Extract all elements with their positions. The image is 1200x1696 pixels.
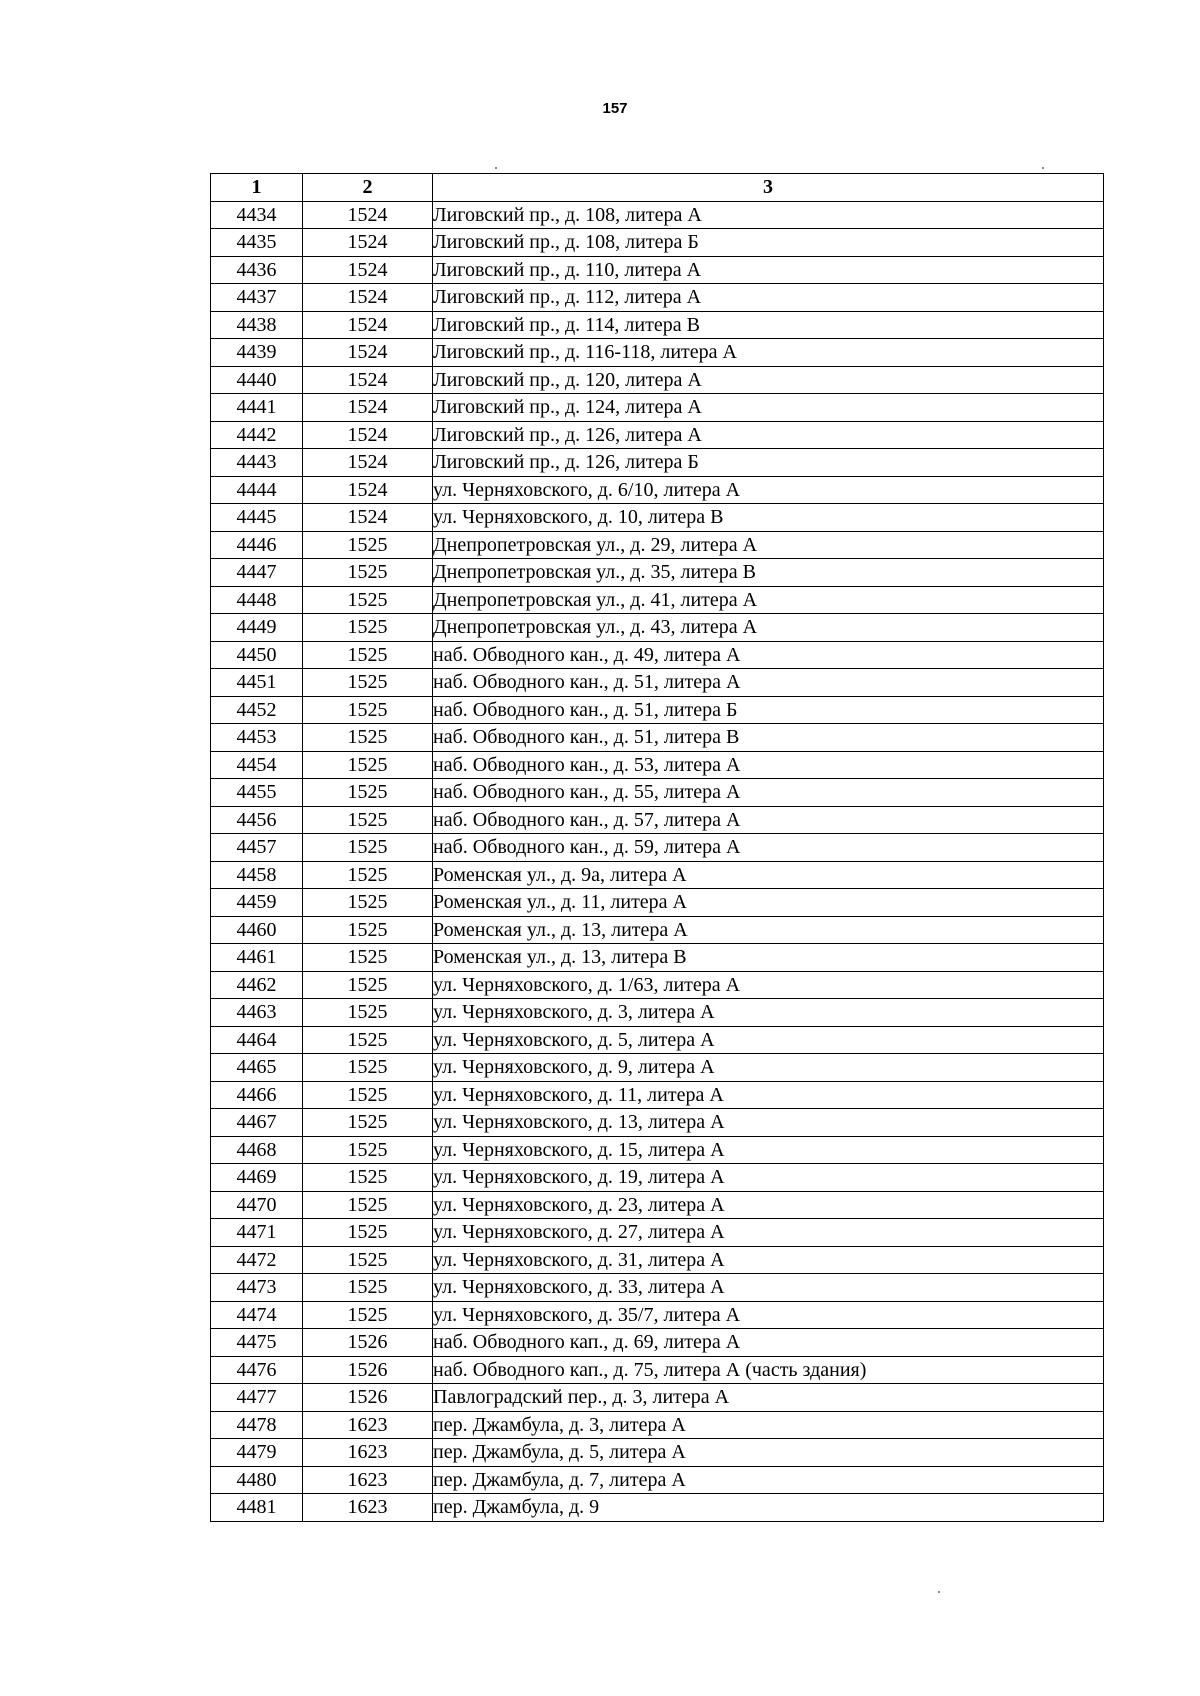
- table-row: [211, 449, 1104, 477]
- row-number-cell: 4434: [211, 201, 303, 229]
- table-body: [211, 201, 1104, 1521]
- block-number-cell: 1525: [303, 586, 433, 614]
- block-number-cell: 1524: [303, 201, 433, 229]
- table-row: [211, 311, 1104, 339]
- address-cell: Лиговский пр., д. 108, литера Б: [433, 229, 1104, 257]
- row-number-cell: 4466: [211, 1081, 303, 1109]
- block-number-cell: 1525: [303, 669, 433, 697]
- row-number-cell: 4435: [211, 229, 303, 257]
- row-number-cell: 4456: [211, 806, 303, 834]
- row-number-cell: 4469: [211, 1164, 303, 1192]
- table-row: [211, 861, 1104, 889]
- row-number-cell: 4479: [211, 1439, 303, 1467]
- block-number-cell: 1525: [303, 1301, 433, 1329]
- row-number-cell: 4449: [211, 614, 303, 642]
- table-row: [211, 229, 1104, 257]
- table-row: [211, 1191, 1104, 1219]
- row-number-cell: 4444: [211, 476, 303, 504]
- block-number-cell: 1623: [303, 1494, 433, 1522]
- table-row: [211, 1246, 1104, 1274]
- table-row: [211, 284, 1104, 312]
- block-number-cell: 1524: [303, 311, 433, 339]
- block-number-cell: 1524: [303, 339, 433, 367]
- row-number-cell: 4441: [211, 394, 303, 422]
- table-row: [211, 779, 1104, 807]
- row-number-cell: 4476: [211, 1356, 303, 1384]
- address-cell: Днепропетровская ул., д. 41, литера А: [433, 586, 1104, 614]
- address-cell: пер. Джамбула, д. 9: [433, 1494, 1104, 1522]
- block-number-cell: 1623: [303, 1411, 433, 1439]
- block-number-cell: 1525: [303, 559, 433, 587]
- address-cell: Лиговский пр., д. 120, литера А: [433, 366, 1104, 394]
- block-number-cell: 1525: [303, 1164, 433, 1192]
- address-cell: Лиговский пр., д. 110, литера А: [433, 256, 1104, 284]
- row-number-cell: 4475: [211, 1329, 303, 1357]
- block-number-cell: 1525: [303, 1054, 433, 1082]
- table-row: [211, 641, 1104, 669]
- table-row: [211, 531, 1104, 559]
- row-number-cell: 4457: [211, 834, 303, 862]
- block-number-cell: 1525: [303, 1246, 433, 1274]
- address-cell: ул. Черняховского, д. 5, литера А: [433, 1026, 1104, 1054]
- table-row: [211, 421, 1104, 449]
- column-header-address: 3: [433, 174, 1104, 202]
- table-row: [211, 696, 1104, 724]
- row-number-cell: 4481: [211, 1494, 303, 1522]
- address-cell: Днепропетровская ул., д. 35, литера В: [433, 559, 1104, 587]
- row-number-cell: 4454: [211, 751, 303, 779]
- row-number-cell: 4460: [211, 916, 303, 944]
- address-cell: наб. Обводного кан., д. 51, литера Б: [433, 696, 1104, 724]
- table-row: [211, 476, 1104, 504]
- block-number-cell: 1524: [303, 256, 433, 284]
- table-row: [211, 1026, 1104, 1054]
- row-number-cell: 4438: [211, 311, 303, 339]
- row-number-cell: 4458: [211, 861, 303, 889]
- row-number-cell: 4470: [211, 1191, 303, 1219]
- table-row: [211, 1054, 1104, 1082]
- row-number-cell: 4478: [211, 1411, 303, 1439]
- address-cell: Роменская ул., д. 13, литера А: [433, 916, 1104, 944]
- block-number-cell: 1525: [303, 751, 433, 779]
- row-number-cell: 4455: [211, 779, 303, 807]
- block-number-cell: 1524: [303, 394, 433, 422]
- address-cell: Лиговский пр., д. 112, литера А: [433, 284, 1104, 312]
- block-number-cell: 1525: [303, 1274, 433, 1302]
- address-cell: пер. Джамбула, д. 3, литера А: [433, 1411, 1104, 1439]
- page-number: 157: [602, 100, 628, 117]
- row-number-cell: 4463: [211, 999, 303, 1027]
- table-row: [211, 916, 1104, 944]
- table-row: [211, 504, 1104, 532]
- table-row: [211, 1356, 1104, 1384]
- table-row: [211, 751, 1104, 779]
- address-cell: Лиговский пр., д. 108, литера А: [433, 201, 1104, 229]
- table-row: [211, 806, 1104, 834]
- address-cell: Роменская ул., д. 13, литера В: [433, 944, 1104, 972]
- table-row: [211, 724, 1104, 752]
- table-row: [211, 256, 1104, 284]
- table-header: [211, 174, 1104, 202]
- table-row: [211, 889, 1104, 917]
- scan-speck: [1042, 167, 1044, 169]
- address-cell: наб. Обводного кан., д. 57, литера А: [433, 806, 1104, 834]
- table-row: [211, 614, 1104, 642]
- block-number-cell: 1525: [303, 531, 433, 559]
- block-number-cell: 1526: [303, 1384, 433, 1412]
- row-number-cell: 4473: [211, 1274, 303, 1302]
- block-number-cell: 1525: [303, 971, 433, 999]
- table-row: [211, 586, 1104, 614]
- table-row: [211, 944, 1104, 972]
- table-row: [211, 394, 1104, 422]
- row-number-cell: 4477: [211, 1384, 303, 1412]
- address-cell: наб. Обводного кан., д. 49, литера А: [433, 641, 1104, 669]
- block-number-cell: 1524: [303, 421, 433, 449]
- row-number-cell: 4450: [211, 641, 303, 669]
- table-row: [211, 1081, 1104, 1109]
- block-number-cell: 1525: [303, 944, 433, 972]
- column-header-block: 2: [303, 174, 433, 202]
- block-number-cell: 1525: [303, 1219, 433, 1247]
- address-cell: наб. Обводного кап., д. 75, литера А (часть здания): [433, 1356, 1104, 1384]
- address-cell: ул. Черняховского, д. 23, литера А: [433, 1191, 1104, 1219]
- header-row: [211, 174, 1104, 202]
- address-cell: Роменская ул., д. 9а, литера А: [433, 861, 1104, 889]
- row-number-cell: 4436: [211, 256, 303, 284]
- table-row: [211, 201, 1104, 229]
- table-row: [211, 971, 1104, 999]
- address-cell: Павлоградский пер., д. 3, литера А: [433, 1384, 1104, 1412]
- row-number-cell: 4447: [211, 559, 303, 587]
- row-number-cell: 4474: [211, 1301, 303, 1329]
- address-cell: наб. Обводного кан., д. 51, литера В: [433, 724, 1104, 752]
- table-row: [211, 834, 1104, 862]
- row-number-cell: 4442: [211, 421, 303, 449]
- row-number-cell: 4472: [211, 1246, 303, 1274]
- address-cell: наб. Обводного кан., д. 59, литера А: [433, 834, 1104, 862]
- address-cell: ул. Черняховского, д. 13, литера А: [433, 1109, 1104, 1137]
- table-row: [211, 999, 1104, 1027]
- row-number-cell: 4459: [211, 889, 303, 917]
- block-number-cell: 1526: [303, 1329, 433, 1357]
- table-row: [211, 1439, 1104, 1467]
- block-number-cell: 1524: [303, 476, 433, 504]
- block-number-cell: 1525: [303, 1191, 433, 1219]
- row-number-cell: 4471: [211, 1219, 303, 1247]
- block-number-cell: 1526: [303, 1356, 433, 1384]
- address-cell: наб. Обводного кан., д. 53, литера А: [433, 751, 1104, 779]
- row-number-cell: 4480: [211, 1466, 303, 1494]
- block-number-cell: 1525: [303, 806, 433, 834]
- table-row: [211, 1329, 1104, 1357]
- address-cell: ул. Черняховского, д. 3, литера А: [433, 999, 1104, 1027]
- block-number-cell: 1525: [303, 724, 433, 752]
- row-number-cell: 4445: [211, 504, 303, 532]
- table-row: [211, 1494, 1104, 1522]
- block-number-cell: 1525: [303, 614, 433, 642]
- block-number-cell: 1524: [303, 449, 433, 477]
- scan-speck: [938, 1591, 940, 1593]
- block-number-cell: 1525: [303, 696, 433, 724]
- address-cell: ул. Черняховского, д. 27, литера А: [433, 1219, 1104, 1247]
- address-cell: ул. Черняховского, д. 11, литера А: [433, 1081, 1104, 1109]
- block-number-cell: 1623: [303, 1439, 433, 1467]
- table-row: [211, 339, 1104, 367]
- table-row: [211, 366, 1104, 394]
- block-number-cell: 1525: [303, 1026, 433, 1054]
- block-number-cell: 1524: [303, 284, 433, 312]
- row-number-cell: 4468: [211, 1136, 303, 1164]
- row-number-cell: 4453: [211, 724, 303, 752]
- block-number-cell: 1525: [303, 1136, 433, 1164]
- address-cell: пер. Джамбула, д. 7, литера А: [433, 1466, 1104, 1494]
- table-row: [211, 1411, 1104, 1439]
- address-cell: ул. Черняховского, д. 15, литера А: [433, 1136, 1104, 1164]
- scan-speck: [495, 167, 497, 169]
- registry-table: [210, 173, 1104, 1522]
- row-number-cell: 4451: [211, 669, 303, 697]
- address-cell: ул. Черняховского, д. 10, литера В: [433, 504, 1104, 532]
- address-cell: Лиговский пр., д. 126, литера А: [433, 421, 1104, 449]
- block-number-cell: 1525: [303, 641, 433, 669]
- block-number-cell: 1524: [303, 229, 433, 257]
- row-number-cell: 4452: [211, 696, 303, 724]
- address-cell: Днепропетровская ул., д. 43, литера А: [433, 614, 1104, 642]
- address-cell: пер. Джамбула, д. 5, литера А: [433, 1439, 1104, 1467]
- block-number-cell: 1525: [303, 1081, 433, 1109]
- row-number-cell: 4465: [211, 1054, 303, 1082]
- row-number-cell: 4439: [211, 339, 303, 367]
- address-cell: ул. Черняховского, д. 1/63, литера А: [433, 971, 1104, 999]
- address-cell: ул. Черняховского, д. 6/10, литера А: [433, 476, 1104, 504]
- block-number-cell: 1525: [303, 889, 433, 917]
- address-cell: ул. Черняховского, д. 19, литера А: [433, 1164, 1104, 1192]
- table-row: [211, 1109, 1104, 1137]
- address-cell: Лиговский пр., д. 114, литера В: [433, 311, 1104, 339]
- table-row: [211, 559, 1104, 587]
- table-row: [211, 1219, 1104, 1247]
- address-cell: наб. Обводного кап., д. 69, литера А: [433, 1329, 1104, 1357]
- block-number-cell: 1524: [303, 366, 433, 394]
- table-row: [211, 1384, 1104, 1412]
- column-header-number: 1: [211, 174, 303, 202]
- row-number-cell: 4464: [211, 1026, 303, 1054]
- address-cell: ул. Черняховского, д. 33, литера А: [433, 1274, 1104, 1302]
- block-number-cell: 1525: [303, 779, 433, 807]
- block-number-cell: 1525: [303, 861, 433, 889]
- block-number-cell: 1623: [303, 1466, 433, 1494]
- table-row: [211, 1301, 1104, 1329]
- address-cell: наб. Обводного кан., д. 55, литера А: [433, 779, 1104, 807]
- address-cell: Лиговский пр., д. 126, литера Б: [433, 449, 1104, 477]
- table-row: [211, 1466, 1104, 1494]
- table-row: [211, 1136, 1104, 1164]
- block-number-cell: 1524: [303, 504, 433, 532]
- row-number-cell: 4437: [211, 284, 303, 312]
- block-number-cell: 1525: [303, 916, 433, 944]
- row-number-cell: 4443: [211, 449, 303, 477]
- address-cell: наб. Обводного кан., д. 51, литера А: [433, 669, 1104, 697]
- address-cell: Днепропетровская ул., д. 29, литера А: [433, 531, 1104, 559]
- address-cell: Лиговский пр., д. 116-118, литера А: [433, 339, 1104, 367]
- row-number-cell: 4448: [211, 586, 303, 614]
- row-number-cell: 4446: [211, 531, 303, 559]
- table-row: [211, 669, 1104, 697]
- row-number-cell: 4440: [211, 366, 303, 394]
- address-cell: ул. Черняховского, д. 31, литера А: [433, 1246, 1104, 1274]
- address-cell: ул. Черняховского, д. 35/7, литера А: [433, 1301, 1104, 1329]
- block-number-cell: 1525: [303, 999, 433, 1027]
- block-number-cell: 1525: [303, 834, 433, 862]
- address-cell: ул. Черняховского, д. 9, литера А: [433, 1054, 1104, 1082]
- address-cell: Лиговский пр., д. 124, литера А: [433, 394, 1104, 422]
- row-number-cell: 4462: [211, 971, 303, 999]
- row-number-cell: 4467: [211, 1109, 303, 1137]
- table-row: [211, 1164, 1104, 1192]
- row-number-cell: 4461: [211, 944, 303, 972]
- address-cell: Роменская ул., д. 11, литера А: [433, 889, 1104, 917]
- block-number-cell: 1525: [303, 1109, 433, 1137]
- table-row: [211, 1274, 1104, 1302]
